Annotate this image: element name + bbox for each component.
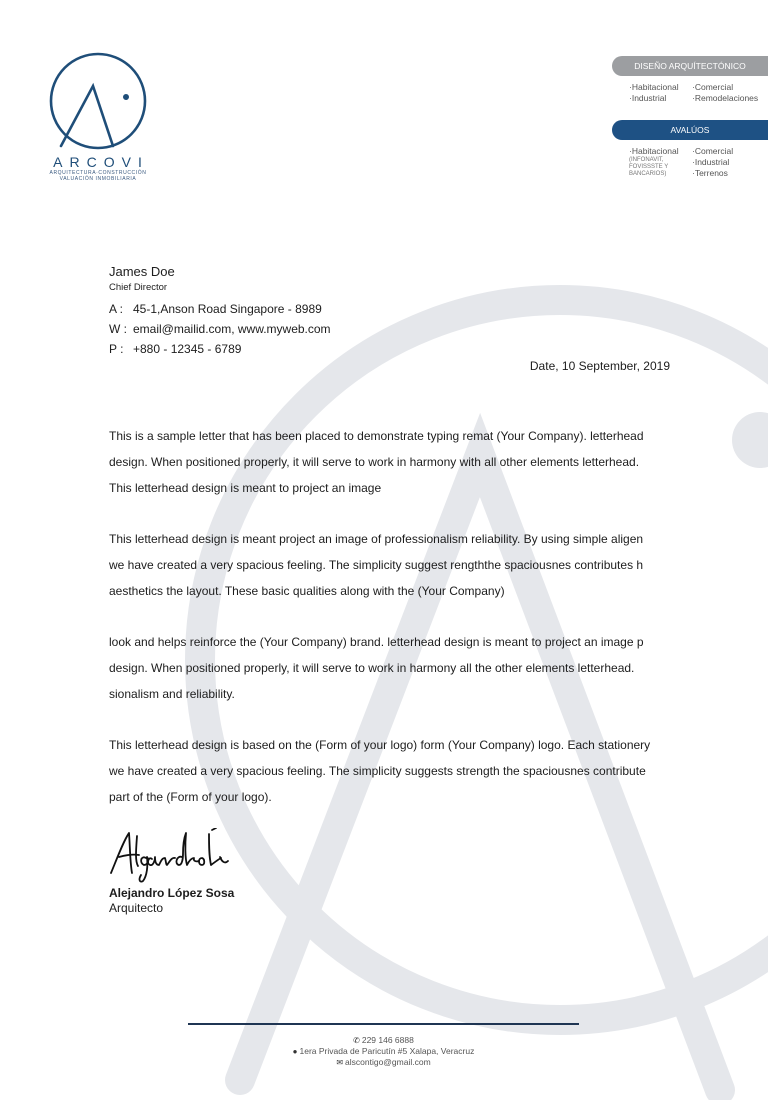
list-item-note: BANCARIOS) (629, 171, 667, 177)
list-item: ·Industrial (692, 157, 730, 167)
signatory-role: Arquitecto (109, 901, 164, 915)
list-item: ·Comercial (692, 146, 734, 156)
sender-title: Chief Director (109, 282, 168, 293)
paragraph-line: This letterhead design is meant to project an image (109, 481, 382, 495)
web-label: W : (109, 322, 127, 336)
mail-icon: ✉ (336, 1058, 344, 1067)
appraisal-services-header: AVALÚOS (612, 120, 768, 140)
address-label: A : (109, 302, 124, 316)
list-item: ·Industrial (629, 93, 667, 103)
design-services-col1 (629, 82, 679, 104)
footer-email: alscontigo@gmail.com (345, 1057, 431, 1067)
footer-phone: 229 146 6888 (361, 1035, 414, 1045)
paragraph-line: part of the (Form of your logo). (109, 790, 272, 804)
list-item: ·Habitacional (629, 146, 679, 156)
address-value: 45-1,Anson Road Singapore - 8989 (133, 302, 322, 316)
paragraph (109, 423, 679, 501)
handwritten-signature (108, 828, 230, 884)
list-item: ·Habitacional (629, 82, 679, 92)
paragraph-line: look and helps reinforce the (Your Company) brand. letterhead design is meant to project an image p (109, 635, 644, 649)
sender-web (109, 319, 331, 339)
sender-name: James Doe (109, 264, 175, 279)
paragraph-line: This is a sample letter that has been placed to demonstrate typing remat (Your Company). letterhead (109, 429, 644, 443)
footer-contact (188, 1035, 579, 1068)
sender-phone (109, 339, 331, 359)
list-item-note: (INFONAVIT, (629, 157, 664, 163)
web-value: email@mailid.com, www.myweb.com (133, 322, 331, 336)
paragraph-line: design. When positioned properly, it will serve to work in harmony all the other elements letterhead. (109, 661, 635, 675)
design-services-header: DISEÑO ARQUÍTECTÓNICO (612, 56, 768, 76)
paragraph-line: we have created a very spacious feeling. The simplicity suggest rengththe spaciousnes contributes h (109, 558, 644, 572)
signatory-name: Alejandro López Sosa (109, 886, 235, 900)
list-item: ·Remodelaciones (692, 93, 759, 103)
list-item-note: FOVISSSTE Y (629, 164, 669, 170)
letter-date: Date, 10 September, 2019 (529, 359, 670, 373)
appraisal-services-col2 (692, 146, 733, 179)
paragraph (109, 732, 679, 810)
watermark-dot (732, 412, 768, 468)
phone-icon: ✆ (353, 1036, 360, 1045)
company-logo (44, 50, 152, 182)
footer-divider (188, 1023, 579, 1025)
sender-block (109, 264, 331, 359)
footer-address: 1era Privada de Paricutín #5 Xalapa, Veracruz (299, 1046, 475, 1056)
letter-body (109, 423, 679, 835)
phone-value: +880 - 12345 - 6789 (133, 342, 242, 356)
paragraph (109, 629, 679, 707)
list-item: ·Comercial (692, 82, 734, 92)
logo-tagline-1: ARQUITECTURA·CONSTRUCCIÓN (49, 170, 147, 176)
phone-label: P : (109, 342, 124, 356)
paragraph-line: This letterhead design is meant project an image of professionalism reliability. By using simple aligen (109, 532, 644, 546)
paragraph (109, 526, 679, 604)
logo-tagline-2: VALUACIÓN INMOBILIARIA (59, 176, 137, 182)
sender-address (109, 299, 331, 319)
paragraph-line: sionalism and reliability. (109, 687, 235, 701)
logo-emblem-icon (47, 50, 149, 152)
logo-wordmark: ARCOVI (53, 154, 149, 170)
location-pin-icon: ● (292, 1047, 298, 1056)
design-services-col2 (692, 82, 758, 104)
paragraph-line: aesthetics the layout. These basic qualities along with the (Your Company) (109, 584, 505, 598)
appraisal-services-col1 (629, 146, 679, 178)
paragraph-line: design. When positioned properly, it will serve to work in harmony with all other elements letterhead. (109, 455, 640, 469)
list-item: ·Terrenos (692, 168, 728, 178)
paragraph-line: we have created a very spacious feeling. The simplicity suggests strength the spaciousnes contribute (109, 764, 646, 778)
paragraph-line: This letterhead design is based on the (Form of your logo) form (Your Company) logo. Each stationery (109, 738, 651, 752)
